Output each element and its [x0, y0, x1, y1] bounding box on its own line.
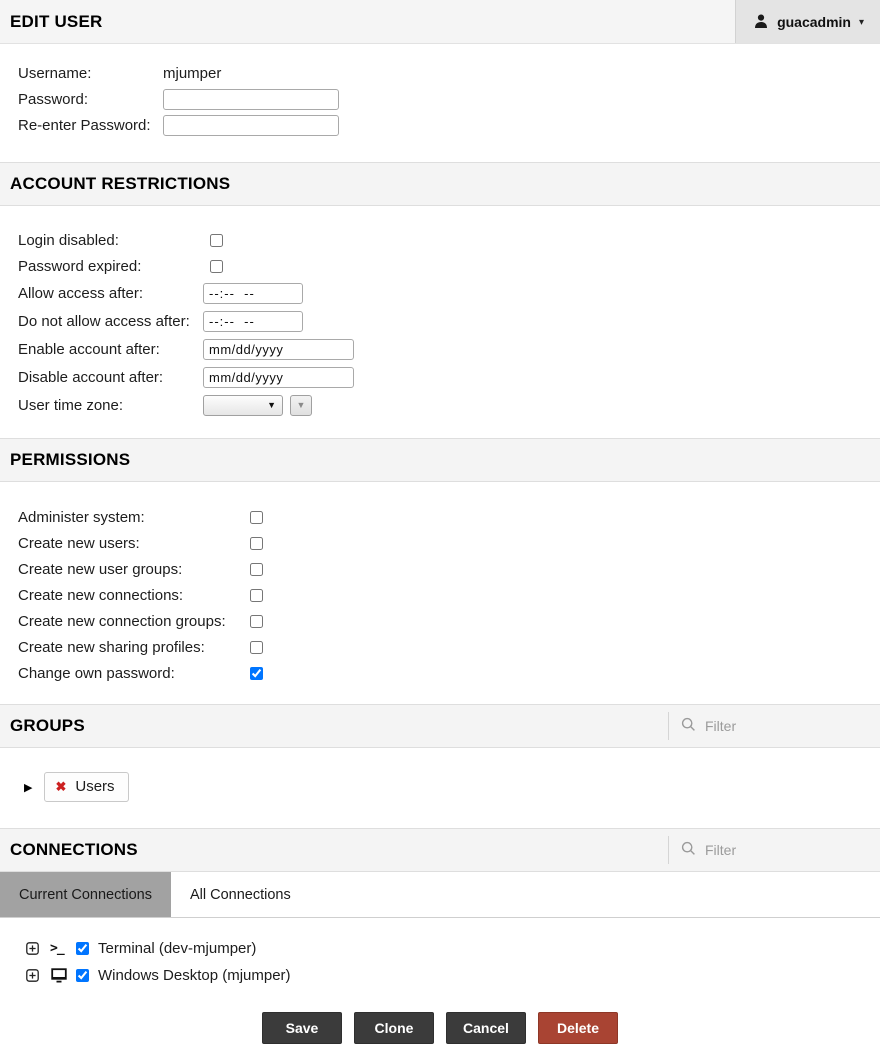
action-button-bar: [0, 1012, 880, 1044]
allow-access-after-row: [18, 279, 880, 307]
user-credentials-section: [0, 44, 880, 158]
connections-filter: [668, 836, 880, 864]
password-row: [18, 86, 880, 112]
group-name: Users: [75, 778, 115, 795]
expand-plus-icon[interactable]: [24, 969, 41, 982]
tab-all-connections[interactable]: All Connections: [190, 886, 291, 903]
password-expired-checkbox[interactable]: [210, 260, 223, 273]
login-disabled-label: Login disabled:: [18, 231, 119, 249]
chevron-down-icon: ▾: [858, 17, 864, 28]
permissions-header: [0, 438, 880, 482]
reenter-password-label: Re-enter Password:: [18, 116, 151, 134]
search-icon: [681, 717, 696, 736]
connection-checkbox[interactable]: [76, 969, 89, 982]
change-own-password-checkbox[interactable]: [250, 667, 263, 680]
tab-current-connections[interactable]: Current Connections: [0, 872, 171, 917]
connection-name[interactable]: Windows Desktop (mjumper): [98, 967, 291, 984]
account-restrictions-header: [0, 162, 880, 206]
permission-row: [18, 634, 880, 660]
connections-tab-bar: [0, 872, 880, 918]
permission-row: [18, 608, 880, 634]
connection-row: [24, 962, 880, 989]
create-user-groups-checkbox[interactable]: [250, 563, 263, 576]
groups-header: [0, 704, 880, 748]
password-label: Password:: [18, 90, 89, 108]
create-connection-groups-checkbox[interactable]: [250, 615, 263, 628]
deny-access-after-row: [18, 307, 880, 335]
timezone-city-select[interactable]: [290, 395, 312, 416]
create-users-checkbox[interactable]: [250, 537, 263, 550]
clone-button[interactable]: Clone: [354, 1012, 434, 1044]
username-label: Username:: [18, 64, 92, 82]
groups-list: [0, 748, 880, 828]
groups-filter: [668, 712, 880, 740]
monitor-icon: [50, 968, 67, 983]
create-sharing-profiles-label: Create new sharing profiles:: [18, 638, 205, 656]
terminal-icon: >_: [50, 941, 64, 956]
permission-row: [18, 660, 880, 686]
remove-group-icon[interactable]: ✖: [55, 779, 67, 794]
cancel-button[interactable]: Cancel: [446, 1012, 526, 1044]
enable-account-after-label: Enable account after:: [18, 340, 160, 358]
groups-title: GROUPS: [10, 716, 85, 735]
create-users-label: Create new users:: [18, 534, 140, 552]
account-restrictions-title: ACCOUNT RESTRICTIONS: [10, 174, 231, 193]
permissions-fields: [0, 482, 880, 704]
administer-system-label: Administer system:: [18, 508, 145, 526]
password-field[interactable]: [163, 89, 339, 110]
select-arrow-icon: ▼: [296, 400, 306, 410]
create-connection-groups-label: Create new connection groups:: [18, 612, 226, 630]
permissions-title: PERMISSIONS: [10, 450, 131, 469]
permission-row: [18, 582, 880, 608]
password-expired-label: Password expired:: [18, 257, 142, 275]
current-username: guacadmin: [777, 13, 851, 30]
connections-title: CONNECTIONS: [10, 840, 138, 859]
save-button[interactable]: Save: [262, 1012, 342, 1044]
connection-checkbox[interactable]: [76, 942, 89, 955]
create-user-groups-label: Create new user groups:: [18, 560, 183, 578]
permission-row: [18, 504, 880, 530]
reenter-password-field[interactable]: [163, 115, 339, 136]
delete-button[interactable]: Delete: [538, 1012, 618, 1044]
expand-plus-icon[interactable]: [24, 942, 41, 955]
timezone-region-select[interactable]: [203, 395, 283, 416]
username-value: mjumper: [163, 64, 222, 82]
connection-name[interactable]: Terminal (dev-mjumper): [98, 940, 257, 957]
enable-account-after-date-input[interactable]: [203, 339, 354, 360]
allow-access-after-time-input[interactable]: [203, 283, 303, 304]
select-arrow-icon: ▼: [267, 400, 276, 410]
connections-list: [0, 918, 880, 1001]
administer-system-checkbox[interactable]: [250, 511, 263, 524]
group-chip-users[interactable]: [44, 772, 128, 802]
login-disabled-checkbox[interactable]: [210, 234, 223, 247]
user-menu-button[interactable]: [735, 0, 880, 43]
search-icon: [681, 841, 696, 860]
deny-access-after-label: Do not allow access after:: [18, 312, 190, 330]
connection-row: [24, 935, 880, 962]
disable-account-after-label: Disable account after:: [18, 368, 164, 386]
groups-filter-input[interactable]: [705, 715, 855, 737]
reenter-password-row: [18, 112, 880, 138]
user-icon: [752, 14, 769, 29]
group-expander-icon[interactable]: ▶: [24, 781, 33, 794]
password-expired-row: [18, 253, 880, 279]
create-connections-label: Create new connections:: [18, 586, 184, 604]
connections-filter-input[interactable]: [705, 839, 855, 861]
user-timezone-label: User time zone:: [18, 396, 124, 414]
disable-account-after-row: [18, 363, 880, 391]
page-title: EDIT USER: [10, 11, 103, 31]
login-disabled-row: [18, 227, 880, 253]
permission-row: [18, 556, 880, 582]
permission-row: [18, 530, 880, 556]
top-header: [0, 0, 880, 44]
change-own-password-label: Change own password:: [18, 664, 175, 682]
username-row: [18, 60, 880, 86]
allow-access-after-label: Allow access after:: [18, 284, 144, 302]
create-connections-checkbox[interactable]: [250, 589, 263, 602]
account-restrictions-fields: [0, 206, 880, 438]
create-sharing-profiles-checkbox[interactable]: [250, 641, 263, 654]
connections-header: [0, 828, 880, 872]
user-timezone-row: [18, 391, 880, 419]
deny-access-after-time-input[interactable]: [203, 311, 303, 332]
enable-account-after-row: [18, 335, 880, 363]
disable-account-after-date-input[interactable]: [203, 367, 354, 388]
